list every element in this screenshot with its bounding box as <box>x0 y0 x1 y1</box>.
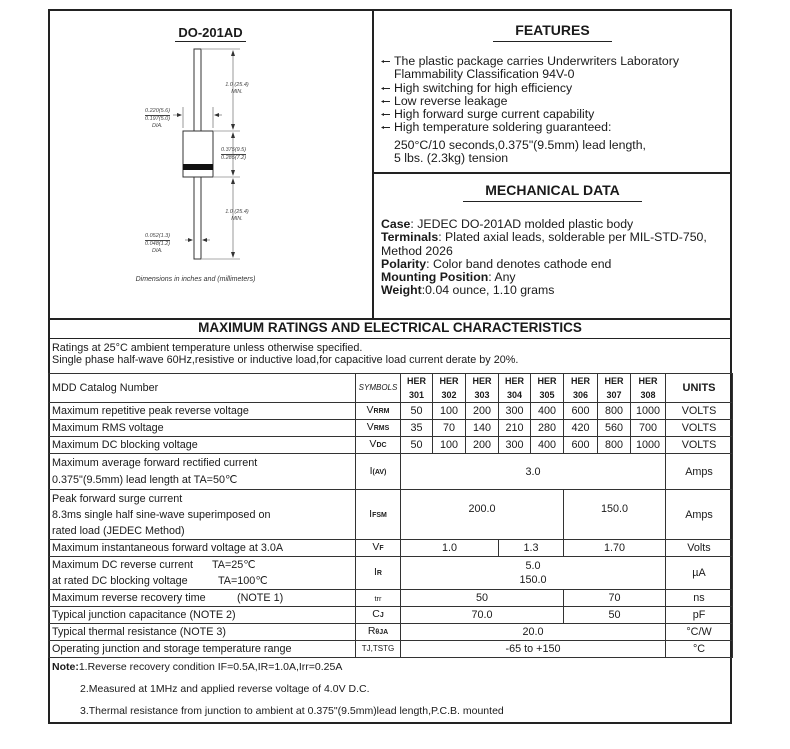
mech-terminals: Terminals: Plated axial leads, solderable per MIL-STD-750, <box>381 230 707 245</box>
mechanical-data <box>381 218 707 298</box>
table-row-temperature-range: Operating junction and storage temperature range TJ,TSTG -65 to +150 °C <box>49 641 733 658</box>
diode-outline-drawing <box>48 40 373 280</box>
symbol-tj-tstg: TJ,TSTG <box>356 641 401 658</box>
ratings-title: MAXIMUM RATINGS AND ELECTRICAL CHARACTERISTICS <box>198 320 582 335</box>
ratings-table <box>48 373 733 658</box>
mechanical-title: MECHANICAL DATA <box>373 182 732 198</box>
part-header-her306: HER 306 <box>564 374 598 403</box>
symbol-iav: I(AV) <box>356 454 401 490</box>
package-title: DO-201AD <box>48 25 373 40</box>
mech-weight: Weight:0.04 ounce, 1.10 grams <box>381 283 555 298</box>
arrow-bullet-icon <box>381 100 390 103</box>
arrow-bullet-icon <box>381 60 390 63</box>
symbol-ir: IR <box>356 557 401 590</box>
symbol-vrrm: VRRM <box>356 403 401 420</box>
symbol-rthja: RθJA <box>356 624 401 641</box>
part-header-her307: HER 307 <box>598 374 631 403</box>
table-row-vrms: Maximum RMS voltage VRMS 35 70 140 210 280 420 560 700 VOLTS <box>49 420 733 437</box>
dim-body-diameter: 0.220(5.6) 0.197(5.0) DIA. <box>145 108 171 129</box>
symbol-trr: trr <box>356 590 401 607</box>
feature-item: Low reverse leakage <box>381 95 679 108</box>
ratings-conditions: Ratings at 25°C ambient temperature unless otherwise specified. Single phase half-wave 60Hz,resistive or inductive load,for capacitive load current derate by 20%. <box>52 342 519 366</box>
dim-body-length: 0.375(9.5) 0.285(7.2) <box>221 147 247 161</box>
note-2: 2.Measured at 1MHz and applied reverse voltage of 4.0V D.C. <box>80 683 370 695</box>
mech-polarity: Polarity: Color band denotes cathode end <box>381 256 612 271</box>
note-3: 3.Thermal resistance from junction to ambient at 0.375"(9.5mm)lead length,P.C.B. mounted <box>80 705 504 717</box>
part-header-her301: HER 301 <box>401 374 433 403</box>
feature-item: The plastic package carries Underwriters Laboratory Flammability Classification 94V-0 <box>381 55 679 82</box>
part-header-her305: HER 305 <box>531 374 564 403</box>
features-list <box>381 55 679 165</box>
title-divider <box>48 338 732 339</box>
table-row-cj: Typical junction capacitance (NOTE 2) CJ 70.0 50 pF <box>49 607 733 624</box>
table-row-ir: Maximum DC reverse current TA=25℃ at rated DC blocking voltage TA=100℃ IR 5.0 150.0 µA <box>49 557 733 590</box>
dim-lead-diameter: 0.052(1.3) 0.048(1.2) DIA. <box>145 233 171 254</box>
table-row-trr: Maximum reverse recovery time (NOTE 1) trr 50 70 ns <box>49 590 733 607</box>
table-row-vrrm: Maximum repetitive peak reverse voltage VRRM 50 100 200 300 400 600 800 1000 VOLTS <box>49 403 733 420</box>
feature-item: High temperature soldering guaranteed: <box>381 121 679 134</box>
symbol-ifsm: IFSM <box>356 490 401 540</box>
mech-terminals-cont: Method 2026 <box>381 243 453 258</box>
notes <box>52 656 504 722</box>
feature-item: High forward surge current capability <box>381 108 679 121</box>
mech-mounting: Mounting Position: Any <box>381 270 516 285</box>
part-header-her303: HER 303 <box>466 374 499 403</box>
catalog-number-header: MDD Catalog Number <box>49 374 356 403</box>
symbol-vdc: VDC <box>356 437 401 454</box>
table-row-vdc: Maximum DC blocking voltage VDC 50 100 200 300 400 600 800 1000 VOLTS <box>49 437 733 454</box>
dimensions-caption: Dimensions in inches and (millimeters) <box>135 276 256 283</box>
arrow-bullet-icon <box>381 126 390 129</box>
arrow-bullet-icon <box>381 87 390 90</box>
feature-continuation: 250°C/10 seconds,0.375"(9.5mm) lead length, 5 lbs. (2.3kg) tension <box>394 137 646 166</box>
part-header-her304: HER 304 <box>499 374 531 403</box>
units-header: UNITS <box>666 374 733 403</box>
part-header-her308: HER 308 <box>631 374 666 403</box>
dim-lead-top: 1.0 (25.4) MIN. <box>225 82 249 95</box>
dim-lead-bottom: 1.0 (25.4) MIN. <box>225 209 249 222</box>
arrow-bullet-icon <box>381 113 390 116</box>
symbol-vf: VF <box>356 540 401 557</box>
table-header-row <box>49 374 733 403</box>
note-1: Note:1.Reverse recovery condition IF=0.5A,IR=1.0A,Irr=0.25A <box>52 661 343 673</box>
feature-item: High switching for high efficiency <box>381 82 679 95</box>
table-row-iav: Maximum average forward rectified current 0.375"(9.5mm) lead length at TA=50℃ I(AV) 3.0 Amps <box>49 454 733 490</box>
features-mechanical-divider <box>373 172 732 174</box>
symbol-vrms: VRMS <box>356 420 401 437</box>
table-row-ifsm: Peak forward surge current 8.3ms single half sine-wave superimposed on rated load (JEDEC Method) IFSM 200.0 150.0 Amps <box>49 490 733 540</box>
table-row-thermal-resistance: Typical thermal resistance (NOTE 3) RθJA 20.0 °C/W <box>49 624 733 641</box>
part-header-her302: HER 302 <box>433 374 466 403</box>
features-title: FEATURES <box>373 22 732 38</box>
symbol-cj: CJ <box>356 607 401 624</box>
symbols-header: SYMBOLS <box>356 374 401 403</box>
mech-case: Case: JEDEC DO-201AD molded plastic body <box>381 217 634 231</box>
table-row-vf: Maximum instantaneous forward voltage at 3.0A VF 1.0 1.3 1.70 Volts <box>49 540 733 557</box>
